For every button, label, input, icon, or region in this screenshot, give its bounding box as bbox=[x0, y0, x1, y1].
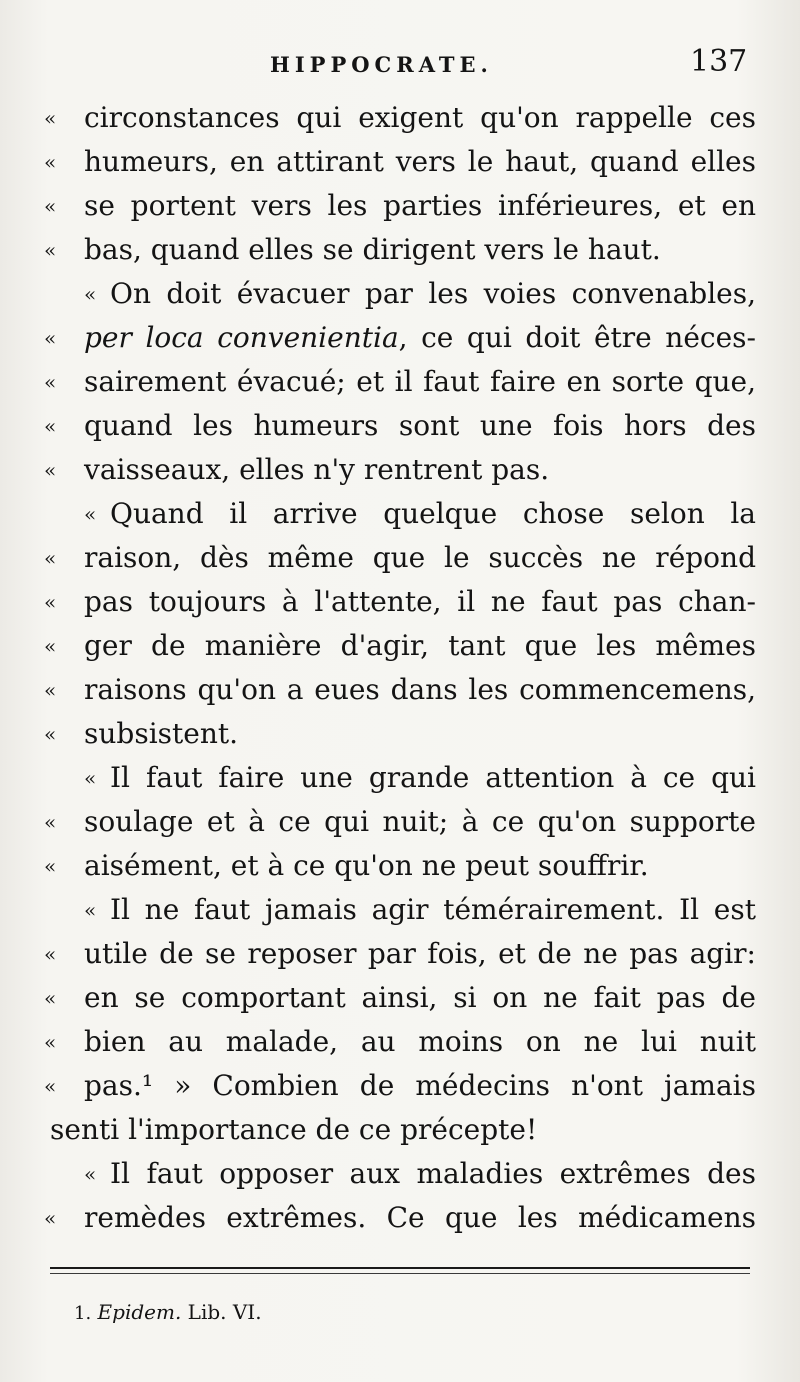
line-text: pas toujours à l'attente, il ne faut pas chan- bbox=[84, 585, 756, 618]
text-line bbox=[44, 448, 756, 492]
footnote-number: 1. bbox=[74, 1303, 92, 1324]
text-line bbox=[44, 360, 756, 404]
line-text: circonstances qui exigent qu'on rappelle ces bbox=[84, 101, 756, 134]
line-text: sairement évacué; et il faut faire en sorte que, bbox=[84, 365, 756, 398]
quote-mark: « bbox=[44, 546, 57, 570]
line-text: per loca convenientia, ce qui doit être néces- bbox=[84, 321, 756, 354]
text-line bbox=[44, 404, 756, 448]
line-text: quand les humeurs sont une fois hors des bbox=[84, 409, 756, 442]
quote-mark: « bbox=[44, 590, 57, 614]
line-text: utile de se reposer par fois, et de ne pas agir: bbox=[84, 937, 756, 970]
page-header bbox=[0, 44, 800, 84]
quote-mark: « bbox=[44, 326, 57, 350]
quote-mark: « bbox=[44, 414, 57, 438]
text-line bbox=[44, 1064, 756, 1108]
quote-mark: « bbox=[44, 1206, 57, 1230]
quote-mark: « bbox=[84, 502, 97, 526]
text-line bbox=[44, 932, 756, 976]
text-line bbox=[44, 536, 756, 580]
quote-mark: « bbox=[44, 106, 57, 130]
text-line bbox=[44, 96, 756, 140]
text-line bbox=[44, 272, 756, 316]
quote-mark: « bbox=[44, 986, 57, 1010]
text-line bbox=[44, 844, 756, 888]
text-line bbox=[44, 1196, 756, 1240]
text-line bbox=[44, 800, 756, 844]
quote-mark: « bbox=[84, 766, 97, 790]
text-line bbox=[44, 140, 756, 184]
line-text: humeurs, en attirant vers le haut, quand elles bbox=[84, 145, 756, 178]
quote-mark: « bbox=[44, 942, 57, 966]
line-text: raison, dès même que le succès ne répond bbox=[84, 541, 756, 574]
line-text: On doit évacuer par les voies convenables, bbox=[110, 277, 756, 310]
line-text: se portent vers les parties inférieures, et en bbox=[84, 189, 756, 222]
quote-mark: « bbox=[44, 370, 57, 394]
quote-mark: « bbox=[44, 634, 57, 658]
text-line bbox=[44, 712, 756, 756]
text-line bbox=[44, 1020, 756, 1064]
text-line bbox=[44, 976, 756, 1020]
text-line bbox=[44, 316, 756, 360]
running-title: HIPPOCRATE. bbox=[270, 52, 493, 77]
text-line bbox=[44, 1108, 756, 1152]
text-line bbox=[44, 888, 756, 932]
quote-mark: « bbox=[44, 722, 57, 746]
line-text: bas, quand elles se dirigent vers le haut. bbox=[84, 233, 661, 266]
text-line bbox=[44, 756, 756, 800]
quote-mark: « bbox=[84, 1162, 97, 1186]
quote-mark: « bbox=[44, 810, 57, 834]
line-text: aisément, et à ce qu'on ne peut souffrir. bbox=[84, 849, 649, 882]
quote-mark: « bbox=[44, 678, 57, 702]
text-line bbox=[44, 184, 756, 228]
footnote-rule-thin bbox=[50, 1273, 750, 1274]
text-line bbox=[44, 580, 756, 624]
text-line bbox=[44, 492, 756, 536]
quote-mark: « bbox=[44, 150, 57, 174]
line-text: ger de manière d'agir, tant que les mêmes bbox=[84, 629, 756, 662]
quote-mark: « bbox=[84, 282, 97, 306]
footnote-reference: Lib. VI. bbox=[187, 1300, 262, 1324]
quote-mark: « bbox=[44, 854, 57, 878]
footnote-work: Epidem. bbox=[97, 1300, 182, 1324]
footnote bbox=[74, 1300, 262, 1324]
body-text bbox=[44, 96, 756, 1240]
line-text: remèdes extrêmes. Ce que les médicamens bbox=[84, 1201, 756, 1234]
quote-mark: « bbox=[44, 1074, 57, 1098]
line-text: Il faut faire une grande attention à ce qui bbox=[110, 761, 756, 794]
quote-mark: « bbox=[44, 458, 57, 482]
line-text: Quand il arrive quelque chose selon la bbox=[110, 497, 756, 530]
line-text: Il ne faut jamais agir témérairement. Il est bbox=[110, 893, 756, 926]
line-text: en se comportant ainsi, si on ne fait pas de bbox=[84, 981, 756, 1014]
text-line bbox=[44, 1152, 756, 1196]
line-text: raisons qu'on a eues dans les commencemens, bbox=[84, 673, 756, 706]
line-text: senti l'importance de ce précepte! bbox=[50, 1113, 538, 1146]
footnote-rule bbox=[50, 1267, 750, 1269]
line-text: soulage et à ce qui nuit; à ce qu'on supporte bbox=[84, 805, 756, 838]
quote-mark: « bbox=[44, 1030, 57, 1054]
quote-mark: « bbox=[44, 238, 57, 262]
line-text: pas.¹ » Combien de médecins n'ont jamais bbox=[84, 1069, 756, 1102]
line-text: vaisseaux, elles n'y rentrent pas. bbox=[84, 453, 550, 486]
page-number: 137 bbox=[690, 44, 748, 79]
line-text: bien au malade, au moins on ne lui nuit bbox=[84, 1025, 756, 1058]
text-line bbox=[44, 228, 756, 272]
text-line bbox=[44, 668, 756, 712]
line-text: subsistent. bbox=[84, 717, 239, 750]
line-text: Il faut opposer aux maladies extrêmes des bbox=[110, 1157, 756, 1190]
quote-mark: « bbox=[44, 194, 57, 218]
text-line bbox=[44, 624, 756, 668]
quote-mark: « bbox=[84, 898, 97, 922]
